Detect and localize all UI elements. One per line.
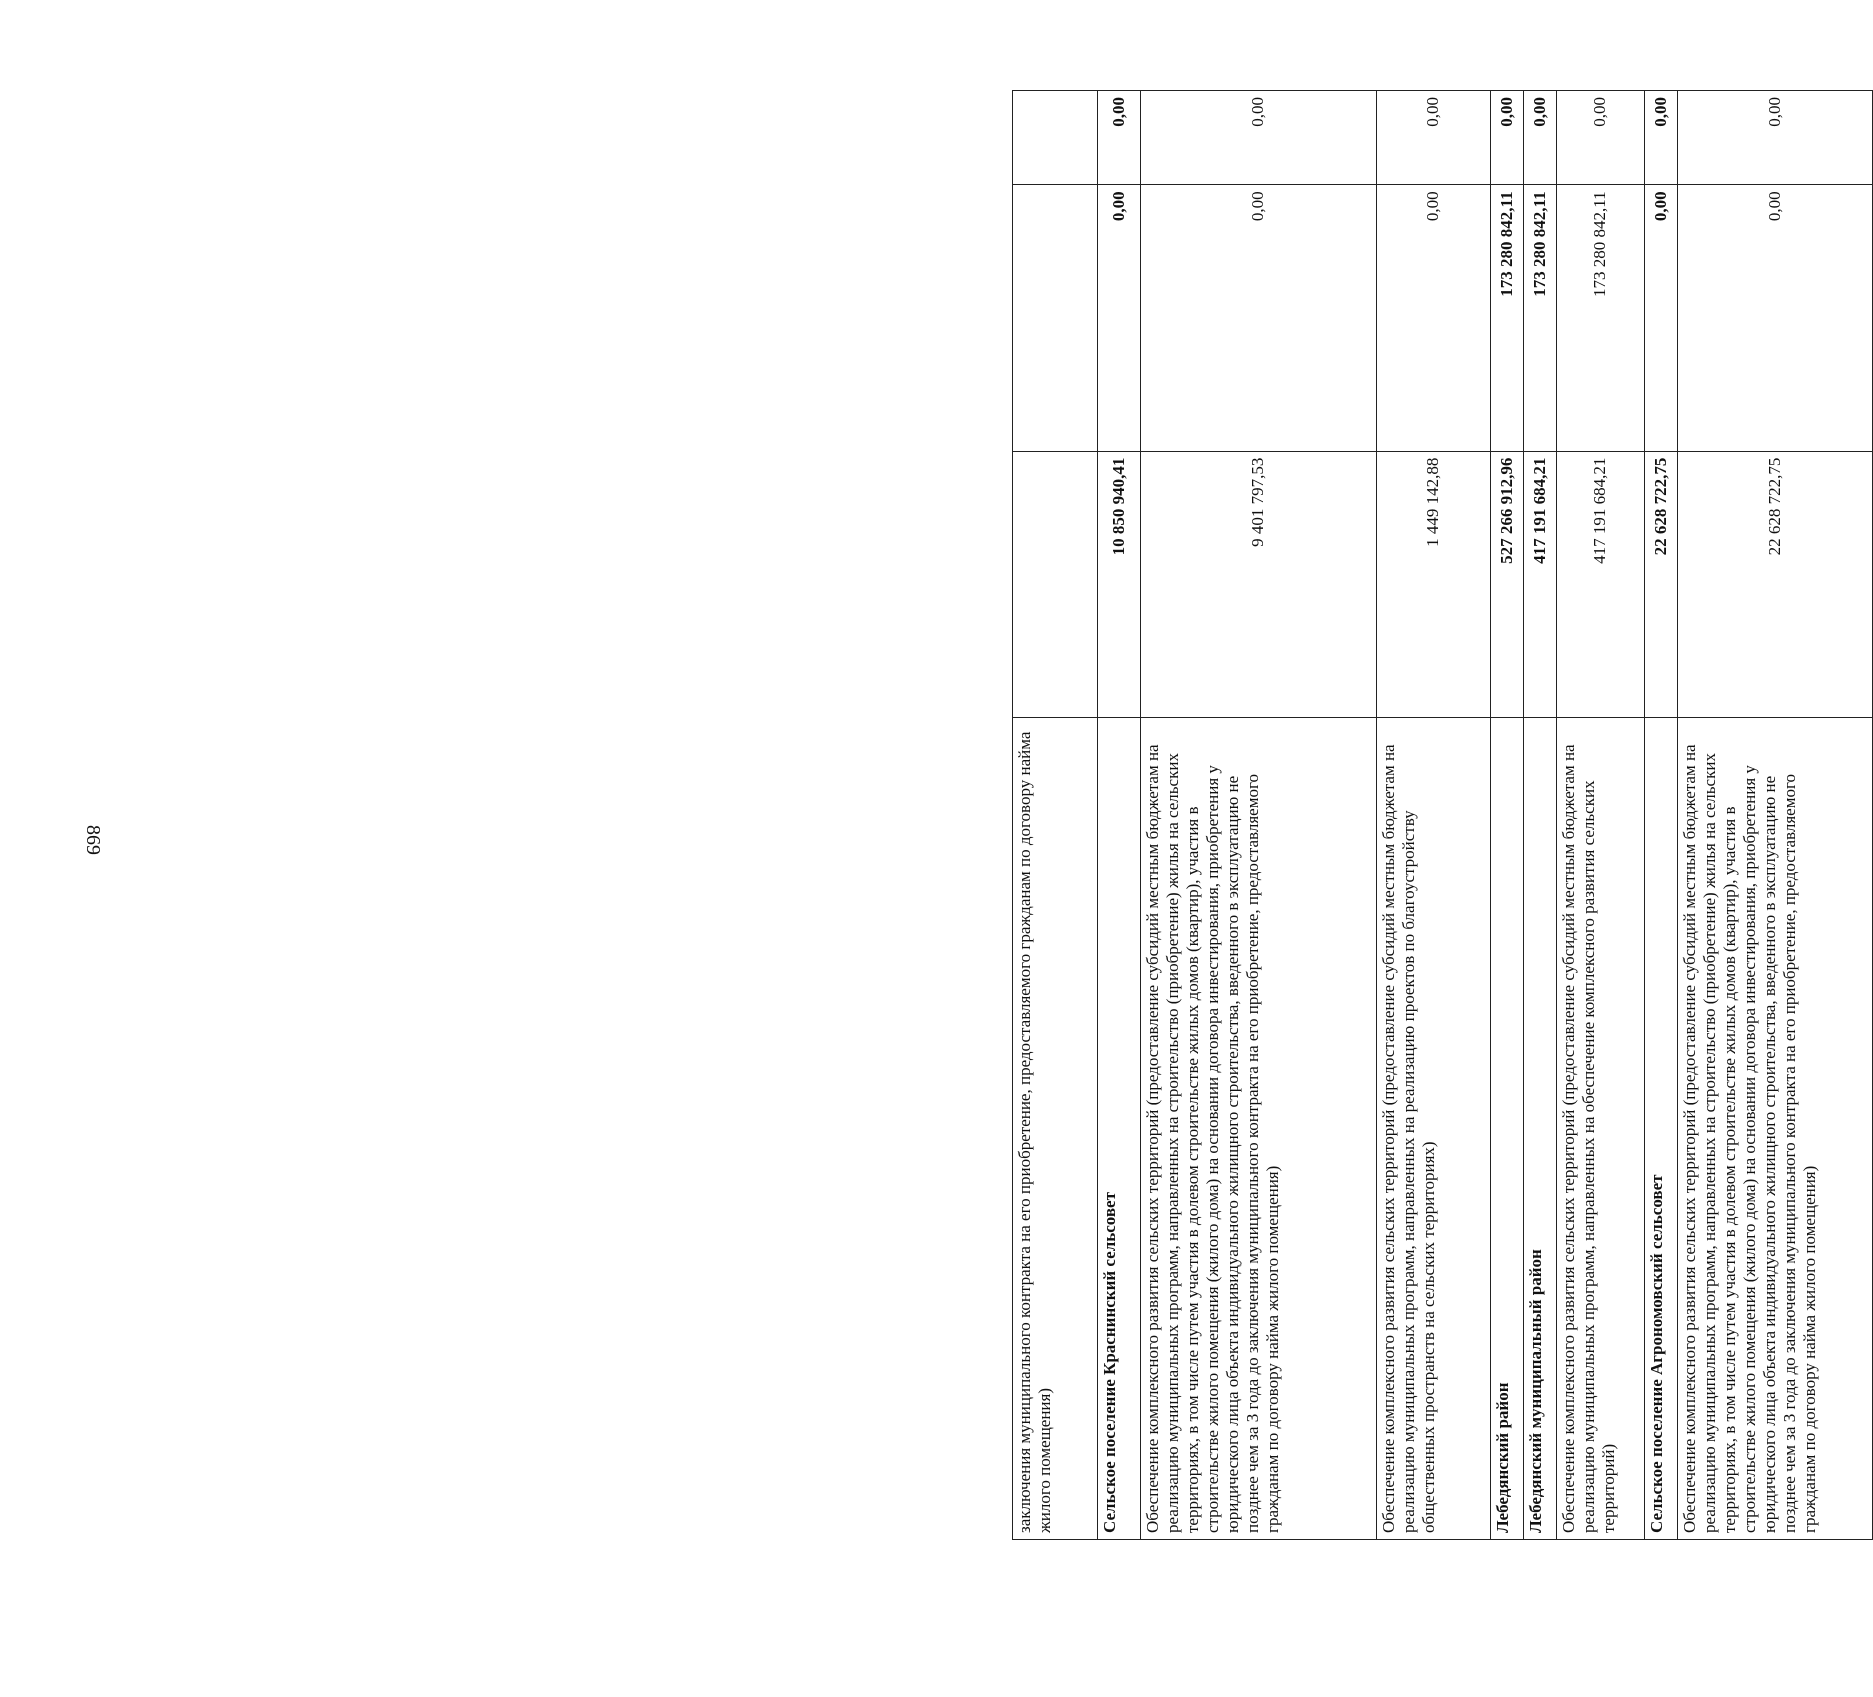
amount-col2: 173 280 842,11	[1491, 185, 1524, 451]
amount-col1: 417 191 684,21	[1524, 451, 1557, 717]
amount-col2: 0,00	[1098, 185, 1141, 451]
amount-col3: 0,00	[1141, 91, 1377, 185]
amount-col2: 0,00	[1377, 185, 1491, 451]
amount-col2: 173 280 842,11	[1557, 185, 1645, 451]
row-description: Обеспечение комплексного развития сельских территорий (предоставление субсидий местным бюджетам на реализацию муниципальных программ, направленных на реализацию проектов по благоустройству общественных пространств на сельских территориях)	[1377, 717, 1491, 1539]
amount-col3: 0,00	[1557, 91, 1645, 185]
row-description: Сельское поселение Краснинский сельсовет	[1098, 717, 1141, 1539]
amount-col1: 9 401 797,53	[1141, 451, 1377, 717]
amount-col3: 0,00	[1491, 91, 1524, 185]
table-row	[1098, 91, 1141, 1540]
row-description: Сельское поселение Агрономовский сельсовет	[1645, 717, 1678, 1539]
table-row	[1141, 91, 1377, 1540]
amount-col2: 0,00	[1141, 185, 1377, 451]
row-description: Лебедянский район	[1491, 717, 1524, 1539]
table-row	[1524, 91, 1557, 1540]
amount-col1: 417 191 684,21	[1557, 451, 1645, 717]
row-description: Обеспечение комплексного развития сельских территорий (предоставление субсидий местным бюджетам на реализацию муниципальных программ, направленных на строительство (приобретение) жилья на сельских территориях, в том числе путем участия в долевом строительстве жилых домов (квартир), участия в строительстве жилого помещения (жилого дома) на основании договора инвестирования, приобретения у юридического лица объекта индивидуального жилищного строительства, введенного в эксплуатацию не позднее чем за 3 года до заключения муниципального контракта на его приобретение, предоставляемого гражданам по договору найма жилого помещения)	[1678, 717, 1873, 1539]
row-description: Обеспечение комплексного развития сельских территорий (предоставление субсидий местным бюджетам на реализацию муниципальных программ, направленных на строительство (приобретение) жилья на сельских территориях, в том числе путем участия в долевом строительстве жилых домов (квартир), участия в строительстве жилого помещения (жилого дома) на основании договора инвестирования, приобретения у юридического лица объекта индивидуального жилищного строительства, введенного в эксплуатацию не позднее чем за 3 года до заключения муниципального контракта на его приобретение, предоставляемого гражданам по договору найма жилого помещения)	[1141, 717, 1377, 1539]
table-row	[1678, 91, 1873, 1540]
row-description: Обеспечение комплексного развития сельских территорий (предоставление субсидий местным бюджетам на реализацию муниципальных программ, направленных на обеспечение комплексного развития сельских территорий)	[1557, 717, 1645, 1539]
table-row	[1491, 91, 1524, 1540]
amount-col2	[1013, 185, 1098, 451]
amount-col3: 0,00	[1645, 91, 1678, 185]
amount-col3: 0,00	[1377, 91, 1491, 185]
amount-col1: 22 628 722,75	[1678, 451, 1873, 717]
amount-col1	[1013, 451, 1098, 717]
row-description: Лебедянский муниципальный район	[1524, 717, 1557, 1539]
amount-col1: 10 850 940,41	[1098, 451, 1141, 717]
amount-col2: 0,00	[1645, 185, 1678, 451]
row-description: заключения муниципального контракта на его приобретение, предоставляемого гражданам по договору найма жилого помещения)	[1013, 717, 1098, 1539]
amount-col3: 0,00	[1678, 91, 1873, 185]
amount-col2: 0,00	[1678, 185, 1873, 451]
table-row	[1557, 91, 1645, 1540]
amount-col3: 0,00	[1524, 91, 1557, 185]
page-number: 869	[82, 825, 104, 855]
amount-col3: 0,00	[1098, 91, 1141, 185]
table-row	[1645, 91, 1678, 1540]
budget-table	[1012, 90, 1873, 1540]
table-row	[1377, 91, 1491, 1540]
rotated-table-wrapper	[152, 90, 1820, 1540]
table-row	[1013, 91, 1098, 1540]
amount-col1: 1 449 142,88	[1377, 451, 1491, 717]
amount-col2: 173 280 842,11	[1524, 185, 1557, 451]
amount-col1: 527 266 912,96	[1491, 451, 1524, 717]
amount-col1: 22 628 722,75	[1645, 451, 1678, 717]
amount-col3	[1013, 91, 1098, 185]
